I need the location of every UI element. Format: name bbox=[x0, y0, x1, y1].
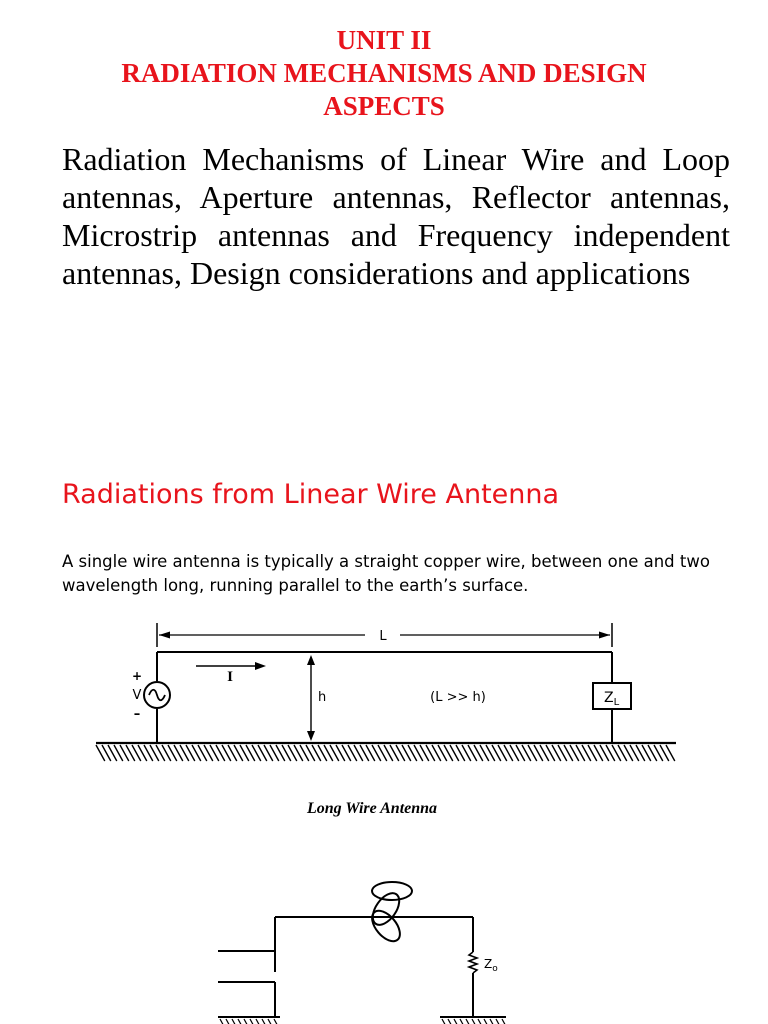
radiation-lobe-icon bbox=[367, 882, 412, 946]
terminated-antenna-diagram bbox=[0, 880, 768, 1024]
height-dimension bbox=[307, 655, 315, 741]
unit-title-line1: RADIATION MECHANISMS AND DESIGN bbox=[121, 58, 647, 88]
ground-right bbox=[440, 1017, 506, 1024]
load-label: Z bbox=[604, 690, 614, 706]
unit-title-line2: ASPECTS bbox=[323, 91, 445, 121]
source-voltage-label: V bbox=[132, 688, 142, 703]
ground-plane bbox=[96, 743, 676, 761]
height-label: h bbox=[318, 690, 327, 705]
impedance-label: Z bbox=[484, 957, 493, 971]
long-wire-antenna-diagram bbox=[0, 615, 768, 825]
intro-paragraph: A single wire antenna is typically a straight copper wire, between one and two wavelength long, running parallel to the earth’s surface. bbox=[62, 552, 710, 595]
load-impedance-box bbox=[593, 683, 631, 709]
impedance-subscript: o bbox=[492, 964, 498, 974]
current-label: I bbox=[227, 669, 233, 685]
length-label: L bbox=[379, 629, 387, 644]
source-plus: + bbox=[131, 669, 143, 683]
length-dimension bbox=[157, 623, 612, 647]
section-title: Radiations from Linear Wire Antenna bbox=[62, 479, 560, 510]
svg-text:Zo bbox=[484, 957, 498, 974]
voltage-source-icon bbox=[144, 682, 170, 708]
source-minus: – bbox=[133, 707, 141, 722]
syllabus-text: Radiation Mechanisms of Linear Wire and Loop antennas, Aperture antennas, Reflector antennas, Microstrip antennas and Frequency independent antennas, Design considerations and applications bbox=[62, 141, 730, 291]
unit-number: UNIT II bbox=[336, 25, 432, 55]
load-subscript: L bbox=[613, 697, 620, 708]
ground-left bbox=[218, 1017, 280, 1024]
resistor-icon bbox=[469, 952, 477, 973]
figure-caption: Long Wire Antenna bbox=[306, 800, 438, 817]
condition-label: (L >> h) bbox=[430, 690, 486, 705]
